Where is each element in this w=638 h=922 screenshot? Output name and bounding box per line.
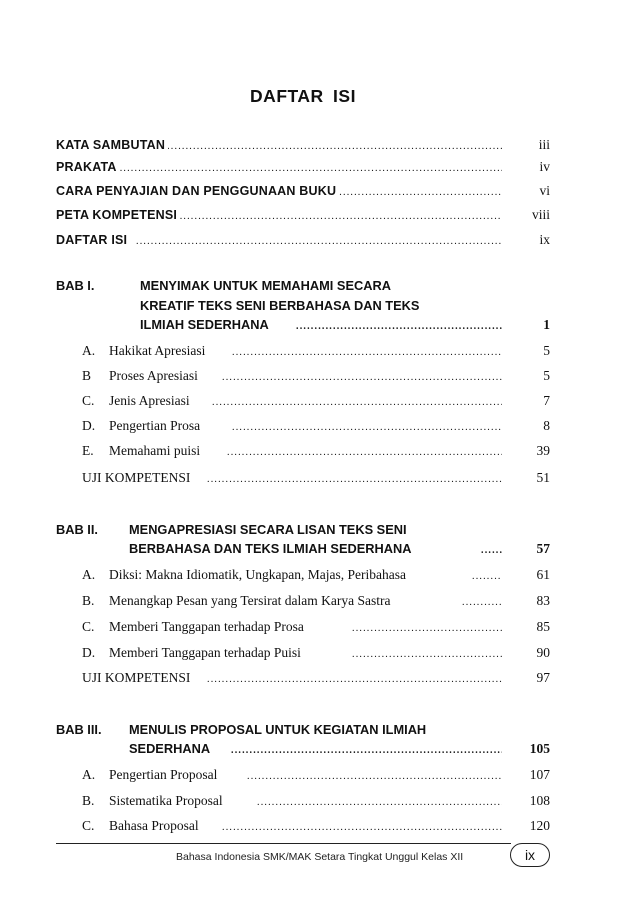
toc-entry-page: vi xyxy=(539,183,550,198)
section-marker: D. xyxy=(82,417,98,435)
chapter-title-line: MENYIMAK UNTUK MEMAHAMI SECARA xyxy=(140,276,394,295)
uji-page: 51 xyxy=(536,470,550,485)
section-page: 8 xyxy=(543,418,550,433)
toc-entry-label: CARA PENYAJIAN DAN PENGGUNAAN BUKU xyxy=(56,182,339,200)
chapter-title-line: MENGAPRESIASI SECARA LISAN TEKS SENI xyxy=(129,520,410,539)
chapter-page: 1 xyxy=(543,317,550,332)
section-label: Hakikat Apresiasi xyxy=(109,342,208,360)
dot-leader xyxy=(231,740,502,758)
toc-entry-uji[interactable] xyxy=(82,669,550,687)
toc-entry[interactable] xyxy=(82,367,550,385)
dot-leader xyxy=(222,817,502,835)
uji-label: UJI KOMPETENSI xyxy=(82,669,193,687)
toc-entry[interactable] xyxy=(82,442,550,460)
section-page: 83 xyxy=(536,593,550,608)
dot-leader xyxy=(227,442,502,460)
chapter-title-line: MENULIS PROPOSAL UNTUK KEGIATAN ILMIAH xyxy=(129,720,429,739)
chapter-title-last-line xyxy=(56,316,550,334)
footer-book-title: Bahasa Indonesia SMK/MAK Setara Tingkat Unggul Kelas XII xyxy=(176,851,464,863)
section-label: Pengertian Proposal xyxy=(109,766,220,784)
section-marker: B. xyxy=(82,792,97,810)
section-marker: E. xyxy=(82,442,97,460)
toc-entry-page: iv xyxy=(539,159,550,174)
toc-entry-label: PETA KOMPETENSI xyxy=(56,206,180,224)
toc-entry[interactable] xyxy=(82,644,550,662)
dot-leader xyxy=(212,392,502,410)
dot-leader xyxy=(472,566,502,584)
page-title: DAFTAR ISI xyxy=(250,86,356,106)
dot-leader xyxy=(247,766,502,784)
dot-leader xyxy=(156,136,502,154)
chapter-number: BAB III. xyxy=(56,722,102,737)
dot-leader xyxy=(296,316,502,334)
section-label: Jenis Apresiasi xyxy=(109,392,193,410)
section-page: 85 xyxy=(536,619,550,634)
chapter-title-line: KREATIF TEKS SENI BERBAHASA DAN TEKS xyxy=(140,296,422,315)
dot-leader xyxy=(257,792,502,810)
section-marker: B. xyxy=(82,592,97,610)
toc-entry[interactable] xyxy=(56,206,550,224)
toc-entry-label: DAFTAR ISI xyxy=(56,231,130,249)
section-marker: C. xyxy=(82,817,97,835)
section-page: 5 xyxy=(543,343,550,358)
section-page: 61 xyxy=(536,567,550,582)
section-marker: B xyxy=(82,367,94,385)
dot-leader xyxy=(176,206,502,224)
footer-rule xyxy=(56,843,511,844)
chapter-heading[interactable] xyxy=(56,520,550,540)
section-page: 7 xyxy=(543,393,550,408)
toc-entry[interactable] xyxy=(82,618,550,636)
section-label: Memberi Tanggapan terhadap Prosa xyxy=(109,618,307,636)
toc-entry[interactable] xyxy=(82,817,550,835)
section-page: 39 xyxy=(536,443,550,458)
uji-page: 97 xyxy=(536,670,550,685)
chapter-number: BAB II. xyxy=(56,522,98,537)
toc-entry[interactable] xyxy=(82,392,550,410)
section-marker: A. xyxy=(82,342,98,360)
dot-leader xyxy=(136,231,502,249)
dot-leader xyxy=(207,669,502,687)
section-label: Sistematika Proposal xyxy=(109,792,226,810)
toc-entry-page: iii xyxy=(538,137,550,152)
toc-entry[interactable] xyxy=(82,342,550,360)
toc-entry-page: viii xyxy=(531,207,550,222)
page-number-badge: ix xyxy=(510,843,550,867)
section-label: Menangkap Pesan yang Tersirat dalam Karya Sastra xyxy=(109,592,393,610)
toc-entry-uji[interactable] xyxy=(82,469,550,487)
section-marker: A. xyxy=(82,766,98,784)
toc-entry[interactable] xyxy=(56,182,550,200)
uji-label: UJI KOMPETENSI xyxy=(82,469,193,487)
section-page: 108 xyxy=(529,793,550,808)
section-label: Diksi: Makna Idiomatik, Ungkapan, Majas, Peribahasa xyxy=(109,566,409,584)
section-page: 120 xyxy=(529,818,550,833)
section-label: Memahami puisi xyxy=(109,442,203,460)
toc-entry[interactable] xyxy=(56,136,550,154)
dot-leader xyxy=(222,367,502,385)
dot-leader xyxy=(462,592,502,610)
toc-entry[interactable] xyxy=(82,566,550,584)
section-page: 5 xyxy=(543,368,550,383)
dot-leader xyxy=(207,469,502,487)
chapter-title-last-line xyxy=(56,740,550,758)
chapter-heading[interactable] xyxy=(56,720,550,740)
dot-leader xyxy=(352,644,502,662)
section-marker: D. xyxy=(82,644,98,662)
section-marker: C. xyxy=(82,392,97,410)
section-label: Memberi Tanggapan terhadap Puisi xyxy=(109,644,304,662)
toc-entry[interactable] xyxy=(82,592,550,610)
dot-leader xyxy=(232,417,502,435)
section-page: 107 xyxy=(529,767,550,782)
chapter-title-last-line xyxy=(56,540,550,558)
toc-entry-label: PRAKATA xyxy=(56,158,120,176)
toc-entry[interactable] xyxy=(82,792,550,810)
dot-leader xyxy=(232,342,502,360)
toc-entry-label: KATA SAMBUTAN xyxy=(56,136,168,154)
section-label: Pengertian Prosa xyxy=(109,417,203,435)
chapter-title-line: ILMIAH SEDERHANA xyxy=(140,316,272,334)
section-page: 90 xyxy=(536,645,550,660)
toc-entry[interactable] xyxy=(82,417,550,435)
section-marker: C. xyxy=(82,618,97,636)
section-label: Proses Apresiasi xyxy=(109,367,201,385)
toc-entry-page: ix xyxy=(539,232,550,247)
section-label: Bahasa Proposal xyxy=(109,817,202,835)
section-marker: A. xyxy=(82,566,98,584)
chapter-title-line: BERBAHASA DAN TEKS ILMIAH SEDERHANA xyxy=(129,540,415,558)
toc-entry[interactable] xyxy=(56,231,550,249)
toc-entry[interactable] xyxy=(56,158,550,176)
chapter-page: 57 xyxy=(536,541,550,556)
dot-leader xyxy=(116,158,502,176)
chapter-title-line: SEDERHANA xyxy=(129,740,213,758)
dot-leader xyxy=(352,618,502,636)
chapter-number: BAB I. xyxy=(56,278,95,293)
chapter-page: 105 xyxy=(529,741,550,756)
toc-entry[interactable] xyxy=(82,766,550,784)
